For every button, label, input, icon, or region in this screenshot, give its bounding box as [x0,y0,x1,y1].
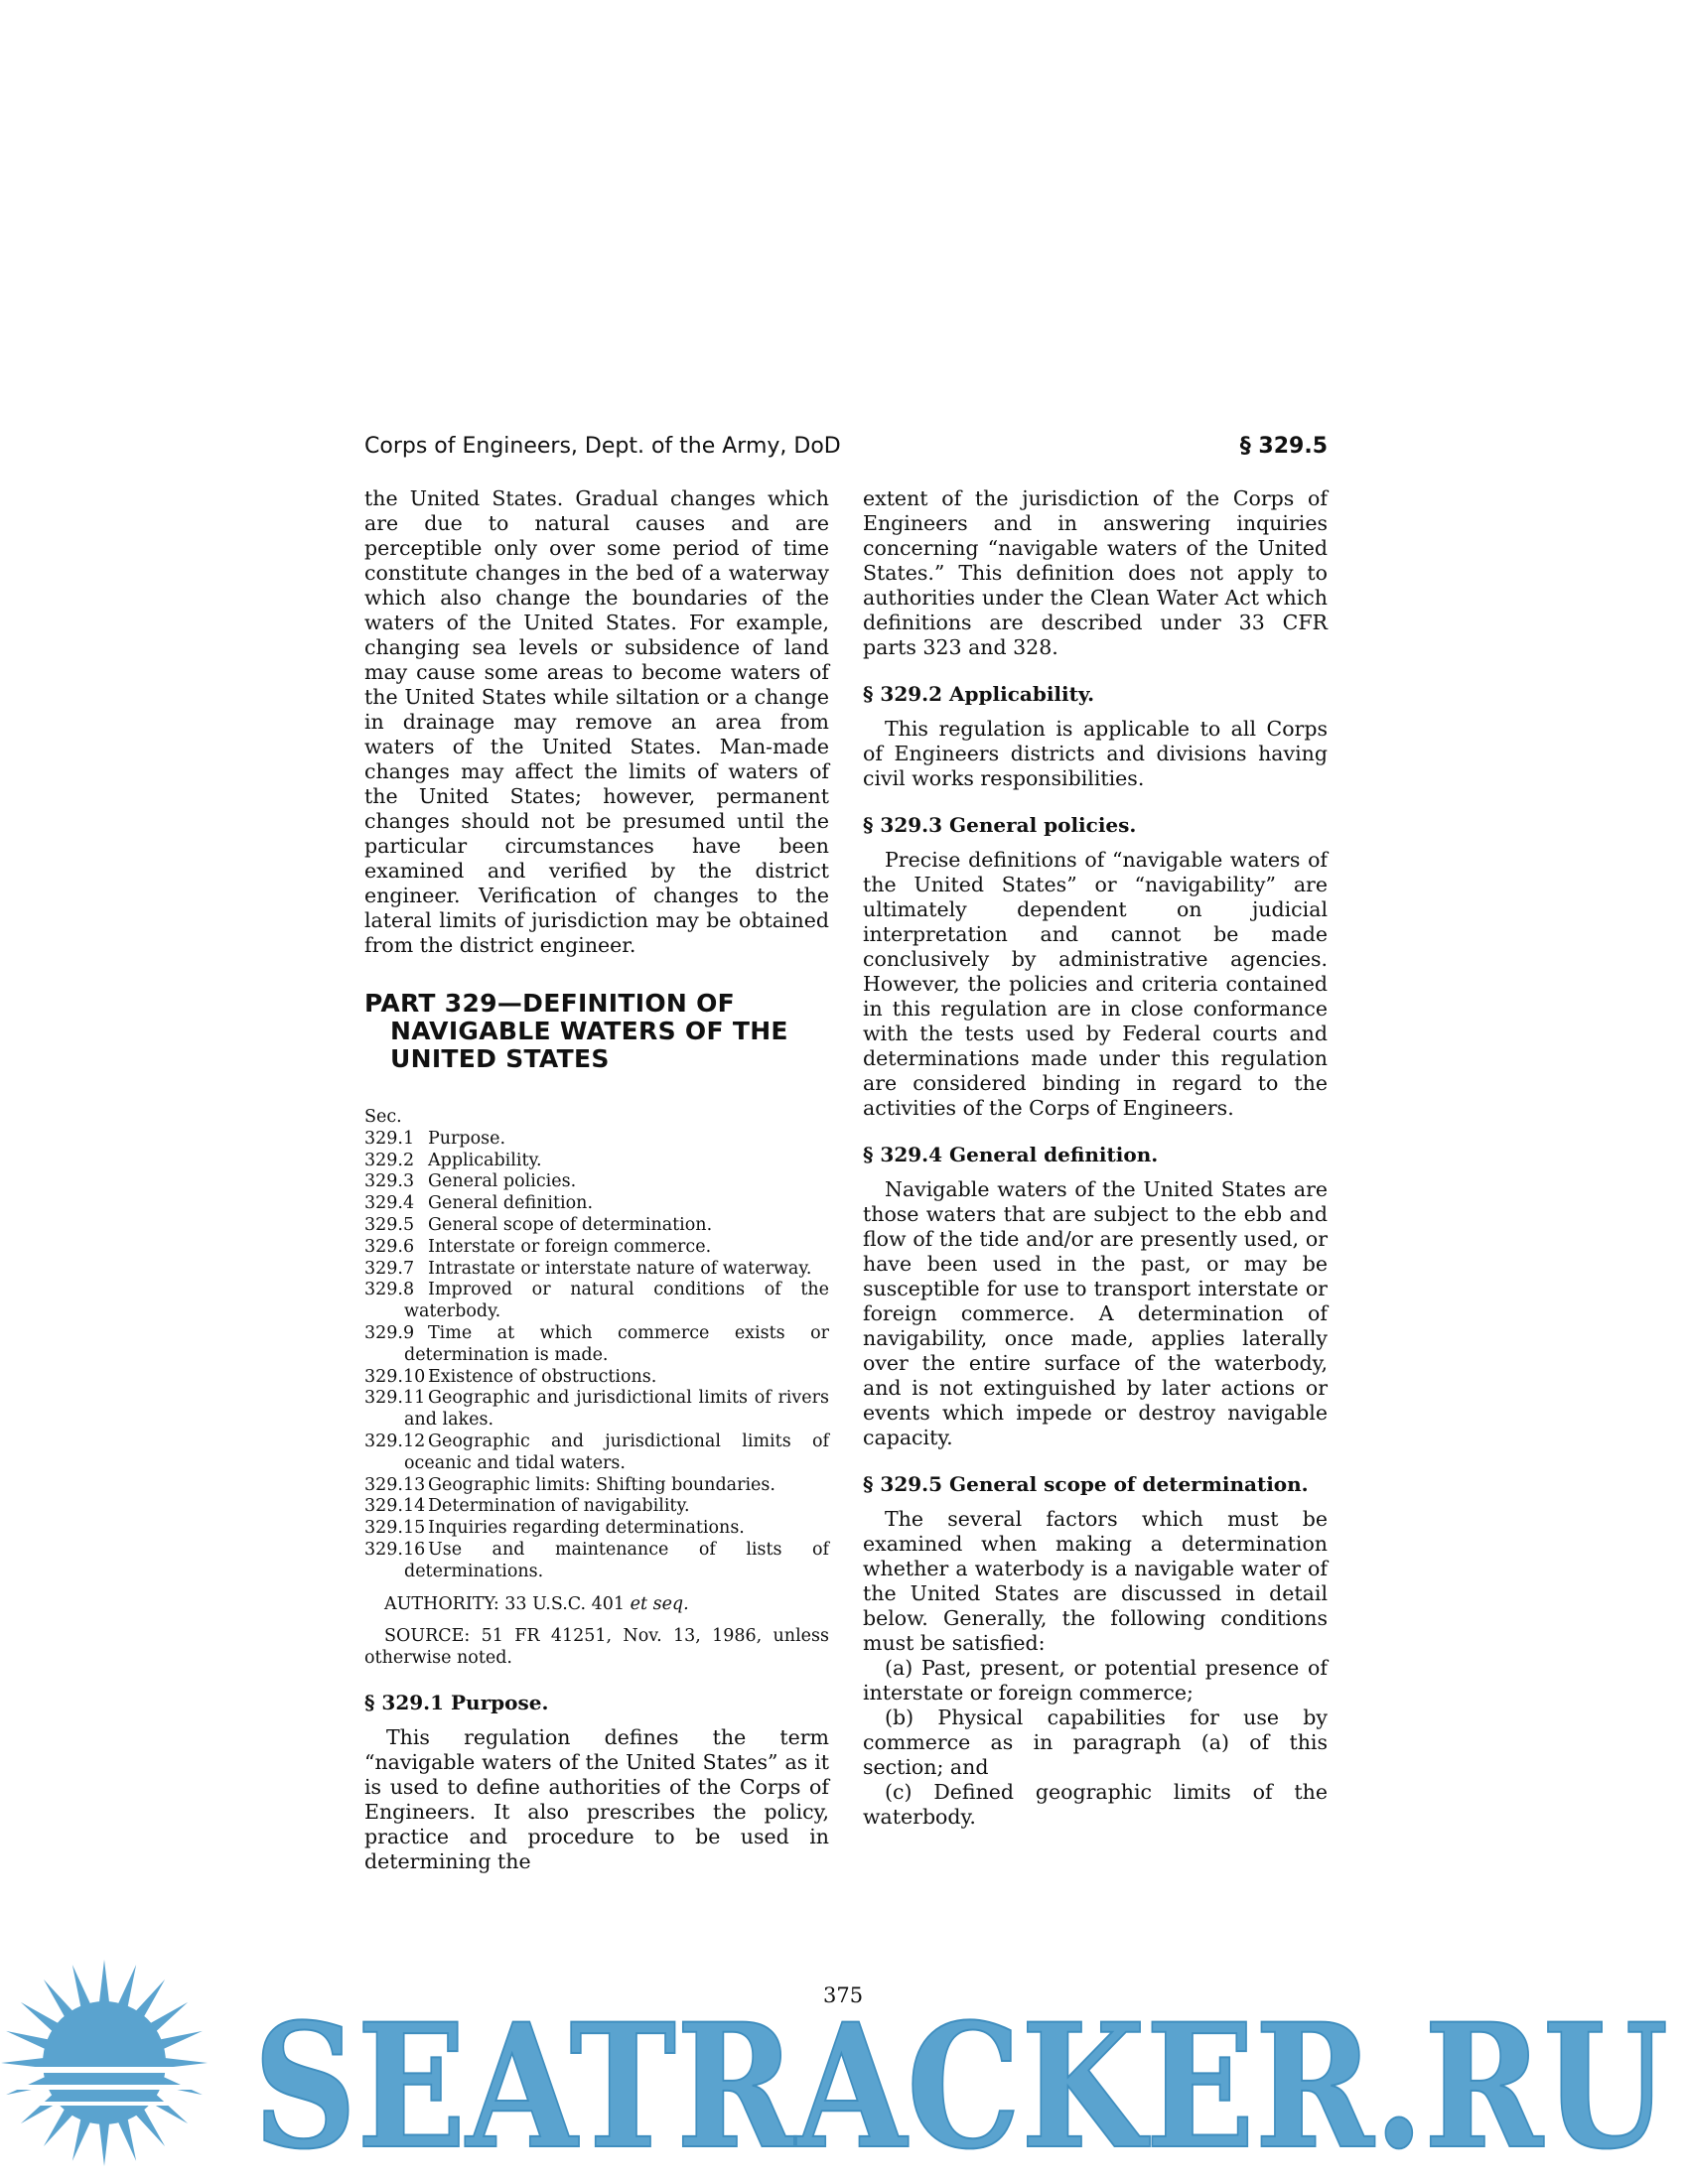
sun-ray [44,2108,73,2146]
toc-item-title: Intrastate or interstate nature of waterway. [428,1258,812,1279]
header-section: § 329.5 [1239,434,1328,459]
watermark [0,1936,1688,2184]
toc-item-number: 329.12 [364,1431,426,1451]
toc-item-title: Geographic and jurisdictional limits of rivers and lakes. [404,1388,829,1431]
toc-item-title: Geographic and jurisdictional limits of oceanic and tidal waters. [404,1431,829,1473]
section-heading-329-1: § 329.1 Purpose. [364,1690,549,1714]
toc-item-number: 329.11 [364,1388,426,1409]
toc-item [364,1151,829,1172]
sun-ray [44,1979,73,2018]
toc-item [364,1540,829,1583]
part-title: PART 329—DEFINITION OF NAVIGABLE WATERS OF THE UNITED STATES [364,989,788,1073]
toc-item [364,1367,829,1389]
sun-ray [99,2122,109,2166]
toc-list [364,1129,829,1583]
toc-item [364,1475,829,1497]
running-header [364,434,1328,466]
watermark-text: SEATRACKER.RU [253,1985,1668,2184]
toc-item [364,1129,829,1151]
sun-ray [72,1965,91,2008]
sun-ray [21,2094,60,2123]
toc-item-title: Geographic limits: Shifting boundaries. [428,1474,775,1495]
right-column [863,486,1328,1830]
toc-item-number: 329.16 [364,1539,426,1560]
sun-ray [118,1965,137,2008]
toc-item [364,1496,829,1518]
page-number: 375 [823,1983,864,2007]
sun-ray [1,2058,45,2068]
toc-item [364,1237,829,1259]
toc-item [364,1323,829,1367]
toc-item-title: Applicability. [428,1150,542,1170]
toc-item-number: 329.6 [364,1236,415,1257]
section-text-329-5: The several factors which must be examined when making a determination whether a waterbody is a navigable water of the United States are discussed in detail below. Generally, the following conditions must be satisfied: [863,1507,1328,1655]
toc-item-title: Determination of navigability. [428,1496,690,1517]
toc-item [364,1280,829,1323]
toc-item [364,1518,829,1540]
toc-item-title: General scope of determination. [428,1214,713,1235]
section-item-a: (a) Past, present, or potential presence of interstate or foreign commerce; [863,1656,1328,1705]
sun-ray [159,2031,203,2050]
authority-block [364,1593,829,1669]
sun-ray [118,2117,137,2161]
section-text-329-3: Precise definitions of “navigable waters of the United States” or “navigability” are ultimately dependent on judicial interpretation and cannot be made conclusively by administrative agencies. However, the policies and criteria contained in this regulation are in close conformance with the tests used by Federal courts and determinations made under this regulation are considered binding in regard to the activities of the Corps of Engineers. [863,848,1328,1120]
table-of-contents [364,1107,829,1583]
toc-item [364,1215,829,1237]
toc-item-number: 329.2 [364,1150,415,1170]
toc-item-title: Inquiries regarding determinations. [428,1518,745,1539]
sun-ray [149,2002,188,2032]
section-heading-329-2: § 329.2 Applicability. [863,682,1095,706]
toc-item [364,1388,829,1432]
left-column [364,486,829,1874]
sun-logo-icon [0,1960,209,2166]
sun-ray [6,2031,50,2050]
continued-paragraph-right: extent of the jurisdiction of the Corps of Engineers and in answering inquiries concerning “navigable waters of the United States.” This definition does not apply to authorities under the Clean Water Act which definitions are described under 33 CFR parts 323 and 328. [863,486,1328,659]
toc-item-number: 329.5 [364,1214,415,1235]
sun-ray [99,1960,109,2003]
authority-line [364,1593,829,1615]
toc-item [364,1171,829,1193]
section-item-c: (c) Defined geographic limits of the waterbody. [863,1780,1328,1829]
section-text-329-2: This regulation is applicable to all Corps of Engineers districts and divisions having civil works responsibilities. [863,717,1328,790]
section-heading-329-3: § 329.3 General policies. [863,813,1137,837]
sun-ray [72,2117,91,2161]
toc-item-number: 329.10 [364,1366,426,1387]
sun-ray [164,2058,208,2068]
toc-item-number: 329.7 [364,1258,415,1279]
toc-item-number: 329.8 [364,1280,415,1300]
authority-italic: et seq. [630,1593,689,1614]
authority-text: 33 U.S.C. 401 [504,1593,626,1614]
sun-ray [21,2002,60,2032]
section-heading-329-5: § 329.5 General scope of determination. [863,1472,1309,1496]
section-text-329-4: Navigable waters of the United States are those waters that are subject to the ebb and flow of the tide and/or are presently used, or have been used in the past, or may be susceptible for use to transport interstate or foreign commerce. A determination of navigability, once made, applies laterally over the entire surface of the waterbody, and is not extinguished by later actions or events which impede or destroy navigable capacity. [863,1177,1328,1449]
sun-ray [135,2108,165,2146]
source-label: SOURCE: [384,1625,471,1646]
toc-item-number: 329.15 [364,1518,426,1539]
source-line [364,1625,829,1669]
toc-item-title: General policies. [428,1171,577,1192]
toc-item-number: 329.4 [364,1193,415,1214]
toc-item-number: 329.13 [364,1474,426,1495]
toc-item-title: Existence of obstructions. [428,1366,657,1387]
toc-item [364,1432,829,1475]
toc-item-number: 329.9 [364,1322,415,1343]
toc-item-number: 329.3 [364,1171,415,1192]
sun-ray [135,1979,165,2018]
sun-ray [149,2094,188,2123]
toc-item-number: 329.1 [364,1128,415,1149]
toc-item-number: 329.14 [364,1496,426,1517]
toc-label: Sec. [364,1107,402,1127]
source-text: 51 FR 41251, Nov. 13, 1986, unless otherwise noted. [364,1625,829,1668]
section-text-329-1: This regulation defines the term “navigable waters of the United States” as it is used to define authorities of the Corps of Engineers. It also prescribes the policy, practice and procedure to be used in determining the [364,1724,829,1873]
toc-item-title: Use and maintenance of lists of determinations. [404,1539,829,1581]
authority-label: AUTHORITY: [384,1593,499,1614]
toc-item-title: Purpose. [428,1128,506,1149]
toc-item [364,1193,829,1215]
toc-item-title: Improved or natural conditions of the waterbody. [404,1280,829,1322]
toc-item-title: Time at which commerce exists or determination is made. [404,1322,829,1365]
toc-item-title: Interstate or foreign commerce. [428,1236,712,1257]
toc-item-title: General definition. [428,1193,594,1214]
section-item-b: (b) Physical capabilities for use by commerce as in paragraph (a) of this section; and [863,1706,1328,1779]
header-agency: Corps of Engineers, Dept. of the Army, DoD [364,434,841,459]
continued-paragraph: the United States. Gradual changes which are due to natural causes and are perceptible only over some period of time constitute changes in the bed of a waterway which also change the boundaries of the waters of the United States. For example, changing sea levels or subsidence of land may cause some areas to become waters of the United States while siltation or a change in drainage may remove an area from waters of the United States. Man-made changes may affect the limits of waters of the United States; however, permanent changes should not be presumed until the particular circumstances have been examined and verified by the district engineer. Verification of changes to the lateral limits of jurisdiction may be obtained from the district engineer. [364,486,829,957]
section-heading-329-4: § 329.4 General definition. [863,1143,1159,1166]
toc-item [364,1259,829,1281]
